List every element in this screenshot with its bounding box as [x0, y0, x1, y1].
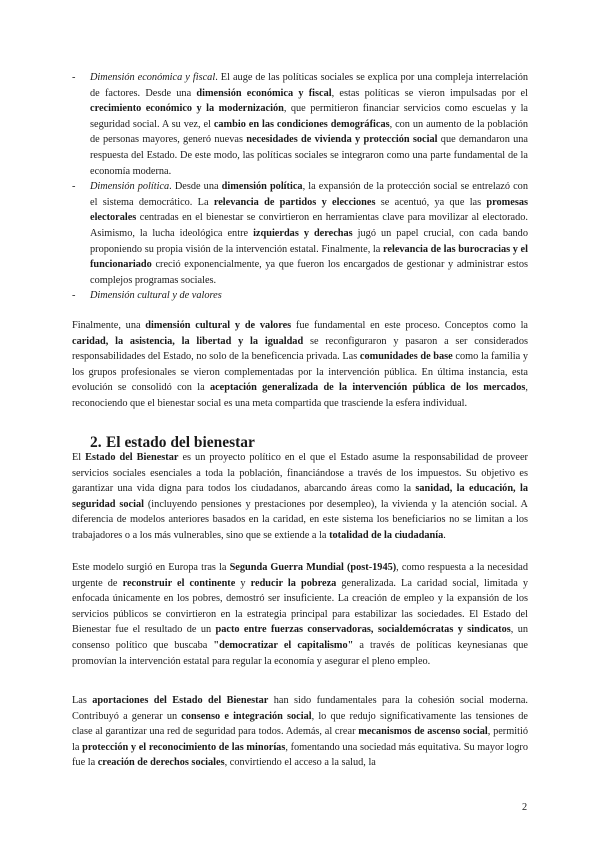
text-run: , como respuesta a la necesidad urgente de [72, 562, 528, 589]
bold-text-run: promesas electorales [90, 196, 528, 224]
text-run: como la familia y los grupos profesionales se vieron complementadas por la intervención pública. En última instancia, esta evolución se consolidó con la [72, 351, 529, 394]
text-run: se reconfiguraron y pasaron a ser considerados responsabilidades del Estado, no solo de la beneficencia privada. Las [72, 335, 528, 363]
text-run: fue fundamental en este proceso. Conceptos como la [291, 320, 528, 331]
paragraph-cultural-dimension [72, 318, 528, 412]
text-run: , permitió la [72, 726, 528, 753]
bold-text-run: totalidad de la ciudadanía [329, 529, 444, 541]
bullet-dash: - [72, 72, 76, 83]
bold-text-run: aceptación generalizada de la intervención pública de los mercados [209, 382, 526, 394]
italic-text-run: Dimensión económica y fiscal [90, 72, 216, 83]
paragraph-welfare-contributions [72, 693, 528, 771]
text-run: Este modelo surgió en Europa tras la [72, 562, 230, 573]
text-run: , fomentando una sociedad más equitativa. Su mayor logro fue la [72, 741, 529, 769]
bold-text-run: dimensión cultural y de valores [145, 320, 292, 331]
bold-text-run: pacto entre fuerzas conservadoras, socialdemócratas y sindicatos [215, 624, 511, 636]
bullet-text [90, 72, 528, 177]
text-run: , la expansión de la protección social se entrelazó con el sistema democrático. La [90, 181, 528, 208]
text-run: , un consenso político que buscaba [72, 624, 528, 651]
text-run: creció exponencialmente, ya que fueron los encargados de gestionar y administrar estos complejos programas sociales. [90, 259, 528, 286]
bold-text-run: relevancia de partidos y elecciones [213, 196, 376, 208]
bold-text-run: mecanismos de ascenso social [358, 726, 488, 738]
bold-text-run: reconstruir el continente [122, 577, 236, 589]
text-run: El [72, 452, 86, 463]
bold-text-run: comunidades de base [359, 351, 453, 363]
bold-text-run: Segunda Guerra Mundial (post-1945) [229, 562, 397, 573]
text-run: (incluyendo pensiones y prestaciones por desempleo), la vivienda y la atención social. A diferencia de modelos anteriores basados en la caridad, en este sistema los beneficiarios no se limitan a los trabajadores o a los más vulnerables, sino que se extiende a la [72, 498, 528, 541]
list-item [72, 288, 528, 304]
bold-text-run: izquierdas y derechas [253, 227, 353, 239]
text-run: , estas políticas se vieron impulsadas por el [331, 87, 528, 99]
text-run: . [443, 529, 446, 541]
section-title: El estado del bienestar [106, 434, 255, 451]
text-run: a través de políticas keynesianas que promovían la intervención estatal para regular la economía y asegurar el pleno empleo. [72, 639, 528, 667]
bold-text-run: protección y el reconocimiento de las minorías [82, 741, 286, 753]
text-run: y [235, 577, 251, 589]
bold-text-run: dimensión política [221, 181, 303, 193]
text-run: es un proyecto político en el que el Estado asume la responsabilidad de proveer servicios sociales esenciales a toda la población, financiándose a través de los impuestos. Su objetivo es garantizar una vida digna para todos los ciudadanos, abarcando áreas como la [72, 452, 528, 495]
italic-text-run: Dimensión cultural y de valores [90, 290, 222, 302]
text-run: Las [72, 695, 93, 706]
bullet-dash: - [72, 290, 76, 302]
italic-text-run: Dimensión política [90, 181, 170, 193]
section-heading [90, 435, 255, 451]
text-run: jugó un papel crucial, con cada bando proponiendo su propia visión de la intervención estatal. Finalmente, la [90, 227, 528, 255]
list-item [72, 179, 528, 288]
text-run: Finalmente, una [72, 320, 146, 331]
bold-text-run: crecimiento económico y la modernización [90, 103, 284, 115]
text-run: . Desde una [169, 181, 222, 193]
bold-text-run: reducir la pobreza [250, 577, 337, 589]
text-run: generalizada. La caridad social, limitada y enfocada únicamente en los pobres, demostró ser insuficiente. La creación de empleo y la expansión de los servicios públicos se convirtieron en la estrategia principal para estabilizar las sociedades. El Estado del Bienestar fue el resultado de un [72, 577, 529, 636]
text-run: , con un aumento de la población de personas mayores, generó nuevas [90, 118, 528, 146]
section-number: 2. [90, 434, 102, 451]
bold-text-run: Estado del Bienestar [85, 452, 179, 463]
text-run: han sido fundamentales para la cohesión social moderna. Contribuyó a generar un [72, 695, 528, 722]
bold-text-run: aportaciones del Estado del Bienestar [92, 695, 269, 706]
text-run: que demandaron una respuesta del Estado. De este modo, las políticas sociales se integraron como una parte fundamental de la economía moderna. [90, 134, 528, 177]
bullet-text [90, 181, 528, 286]
text-run: , lo que redujo significativamente las tensiones de clase al garantizar una red de seguridad para todos. Además, al crear [72, 710, 528, 738]
bold-text-run: caridad, la asistencia, la libertad y la igualdad [72, 335, 304, 347]
bold-text-run: sanidad, la educación, la seguridad social [72, 483, 528, 510]
bold-text-run: creación de derechos sociales [97, 757, 225, 769]
paragraph-welfare-origin [72, 560, 528, 669]
bold-text-run: dimensión económica y fiscal [196, 87, 332, 99]
bold-text-run: cambio en las condiciones demográficas [213, 118, 390, 130]
text-run: . El auge de las políticas sociales se explica por una compleja interrelación de factores. Desde una [90, 72, 528, 99]
bullet-text [90, 290, 222, 301]
bold-text-run: consenso e integración social [181, 710, 312, 722]
bullet-dash: - [72, 181, 76, 193]
bold-text-run: relevancia de las burocracias y el funcionariado [90, 243, 528, 271]
list-item [72, 70, 528, 179]
page-number: 2 [522, 802, 528, 813]
bold-text-run: "democratizar el capitalismo" [213, 639, 354, 651]
text-run: , reconociendo que el bienestar social es una meta compartida que trasciende la esfera individual. [72, 382, 528, 409]
text-run: se acentuó, ya que las [375, 196, 487, 208]
paragraph-welfare-definition [72, 450, 528, 544]
text-run: , convirtiendo el acceso a la salud, la [224, 757, 376, 769]
text-run: , que permitieron financiar servicios como escuelas y la seguridad social. A su vez, el [90, 103, 528, 130]
text-run: centradas en el bienestar se convirtieron en herramientas clave para movilizar al electorado. Asimismo, la lucha ideológica entre [90, 212, 528, 239]
bold-text-run: necesidades de vivienda y protección social [246, 134, 438, 146]
dimension-bullet-list [72, 70, 528, 304]
